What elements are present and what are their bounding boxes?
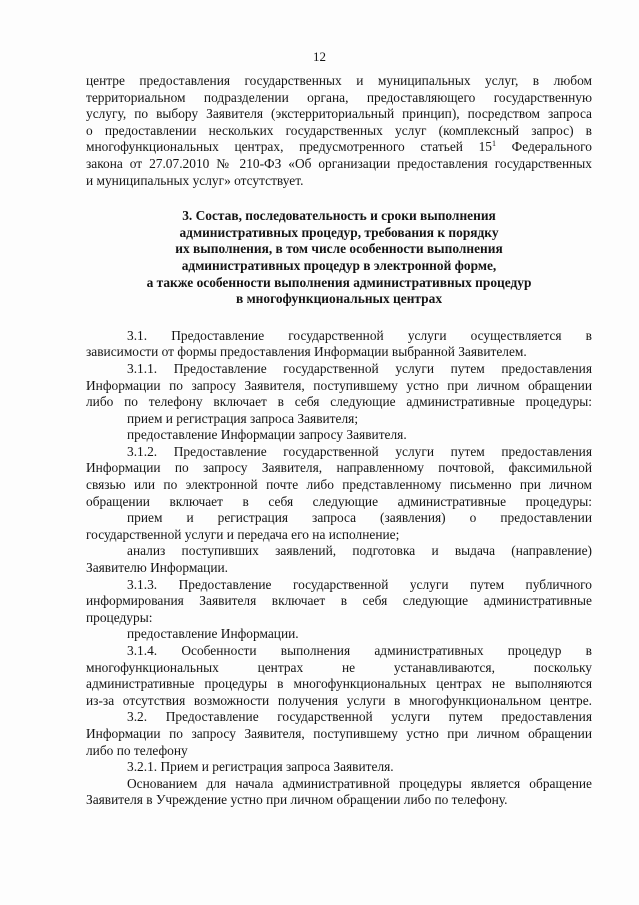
text-line: Информации по запросу Заявителя, поступившему устно при личном обращении <box>86 377 592 393</box>
text-line: 3.1.1. Предоставление государственной услуги путем предоставления <box>127 360 592 376</box>
text-line: обращении включает в себя следующие административные процедуры: <box>86 493 592 509</box>
text-line: 3.1.4. Особенности выполнения административных процедур в <box>127 643 592 658</box>
paragraph-3-2-1 <box>86 759 592 776</box>
text-line: Основанием для начала административной процедуры является обращение <box>127 775 592 791</box>
text-line: 3.1.2. Предоставление государственной услуги путем предоставления <box>127 443 592 459</box>
paragraph-3-1-2 <box>86 444 592 577</box>
text-line: многофункциональных центрах не устанавливаются, поскольку <box>86 659 592 675</box>
text-line: Заявителю Информации. <box>86 560 229 576</box>
text-line: государственной услуги и передача его на исполнение; <box>86 526 400 542</box>
text-line: из-за отсутствия возможности получения услуги в многофункциональном центре. <box>86 692 592 708</box>
text-line: 3.1. Предоставление государственной услуги осуществляется в <box>127 327 592 343</box>
text-line <box>86 139 592 156</box>
text-fragment: многофункциональных центрах, предусмотренного статьей 15 <box>86 139 492 155</box>
text-line: территориальном подразделении органа, предоставляющего государственную <box>86 89 592 105</box>
document-body <box>86 73 592 809</box>
paragraph-3-1 <box>86 328 592 361</box>
list-item: прием и регистрация запроса (заявления) о предоставлении <box>127 510 592 526</box>
heading-line: 3. Состав, последовательность и сроки выполнения <box>182 208 496 224</box>
text-line: 3.2. Предоставление государственной услуги путем предоставления <box>127 709 592 725</box>
text-line: либо по телефону <box>86 742 188 758</box>
list-item: предоставление Информации запросу Заявителя. <box>127 427 407 443</box>
paragraph-3-1-4 <box>86 643 592 709</box>
text-line: Информации по запросу Заявителя, направленному почтовой, факсимильной <box>86 460 592 476</box>
heading-line: в многофункциональных центрах <box>235 291 443 307</box>
text-line: либо по телефону включает в себя следующие административные процедуры: <box>86 394 592 410</box>
text-line: 3.2.1. Прием и регистрация запроса Заявителя. <box>127 759 394 775</box>
paragraph-3-1-3 <box>86 577 592 643</box>
text-line: Заявителя в Учреждение устно при личном обращении либо по телефону. <box>86 792 508 808</box>
page-number: 12 <box>313 49 326 64</box>
heading-line: их выполнения, в том числе особенности выполнения <box>175 241 503 257</box>
paragraph-3-1-1 <box>86 361 592 444</box>
text-line: и муниципальных услуг» отсутствует. <box>86 172 304 188</box>
text-line: зависимости от формы предоставления Информации выбранной Заявителем. <box>86 344 527 360</box>
text-line: связью или по электронной почте либо представленному письменно при личном <box>86 477 592 493</box>
list-item: анализ поступивших заявлений, подготовка и выдача (направление) <box>127 543 592 559</box>
text-line: центре предоставления государственных и муниципальных услуг, в любом <box>86 73 592 88</box>
paragraph-basis <box>86 776 592 809</box>
text-line: административные процедуры в многофункциональных центрах не выполняются <box>86 676 592 692</box>
intro-paragraph <box>86 73 592 189</box>
section-heading <box>86 208 592 308</box>
text-line: услугу, по выбору Заявителя (экстерриториальный принцип), посредством запроса <box>86 106 592 122</box>
text-line: 3.1.3. Предоставление государственной услуги путем публичного <box>127 576 592 592</box>
text-line: процедуры: <box>86 609 153 625</box>
text-fragment: Федерального <box>495 139 592 155</box>
heading-line: административных процедур, требования к порядку <box>179 224 499 240</box>
heading-line: а также особенности выполнения административных процедур <box>146 274 532 290</box>
paragraph-3-2 <box>86 709 592 759</box>
text-line: информирования Заявителя включает в себя следующие административные <box>86 593 592 609</box>
text-line: о предоставлении нескольких государственных услуг (комплексный запрос) в <box>86 122 592 138</box>
list-item: предоставление Информации. <box>127 626 299 642</box>
text-line: Информации по запросу Заявителя, поступившему устно при личном обращении <box>86 725 592 741</box>
list-item: прием и регистрация запроса Заявителя; <box>127 410 359 426</box>
footnote-superscript: 1 <box>491 139 496 149</box>
heading-line: административных процедур в электронной форме, <box>181 257 497 273</box>
text-line: закона от 27.07.2010 № 210-ФЗ «Об организации предоставления государственных <box>86 155 592 171</box>
